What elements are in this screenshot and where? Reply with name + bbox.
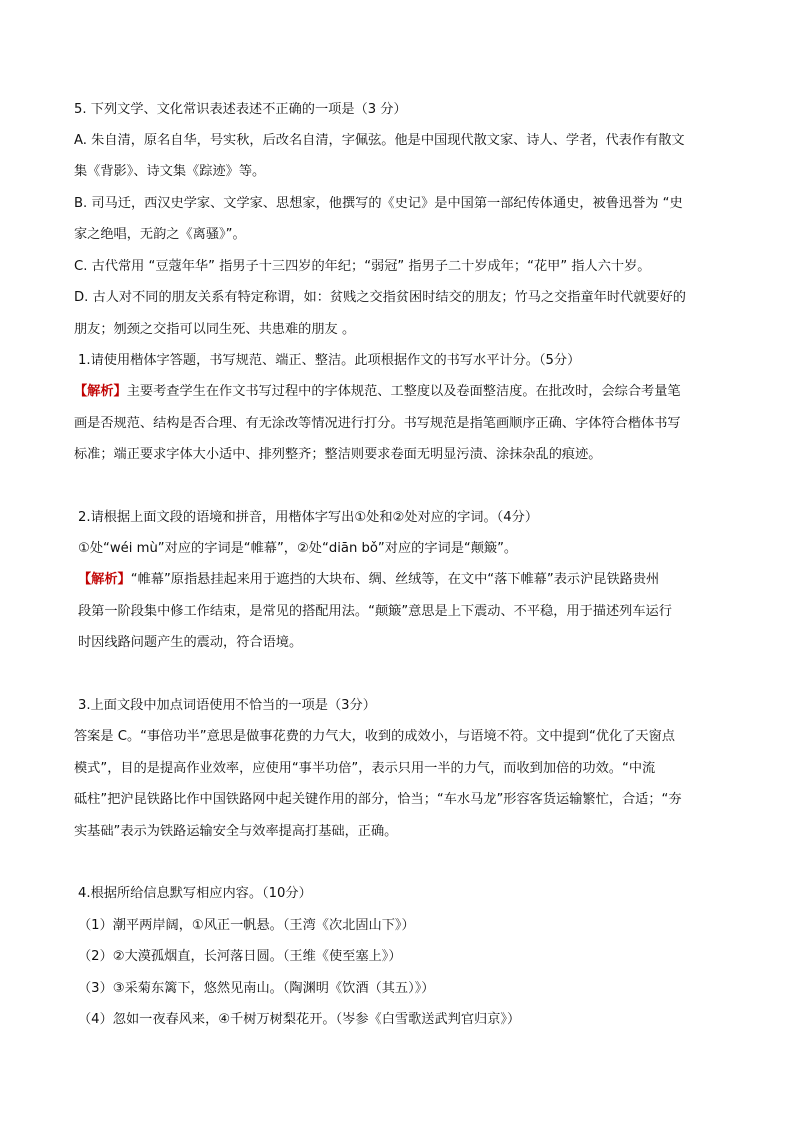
- q5-option-d-line2: 朋友；刎颈之交指可以同生死、共患难的朋友 。: [74, 322, 356, 337]
- a2-analysis-line2: 段第一阶段集中修工作结束，是常见的搭配用法。“颠簸”意思是上下震动、不平稳，用于描述列车运行: [78, 604, 672, 619]
- analysis-tag: 【解析】: [78, 572, 131, 587]
- a2-question: 2.请根据上面文段的语境和拼音，用楷体字写出①处和②处对应的字词。（4分）: [78, 510, 539, 525]
- a4-line3: （3）③采菊东篱下，悠然见南山。（陶渊明《饮酒（其五）》）: [78, 981, 435, 996]
- q5-option-d-line1: D. 古人对不同的朋友关系有特定称谓，如：贫贱之交指贫困时结交的朋友；竹马之交指童年时代就要好的: [74, 290, 686, 305]
- a4-line1: （1）潮平两岸阔，①风正一帆悬。（王湾《次北固山下》）: [78, 918, 415, 933]
- a3-line4: 实基础”表示为铁路运输安全与效率提高打基础，正确。: [74, 824, 398, 839]
- q5-option-b-line1: B. 司马迁，西汉史学家、文学家、思想家，他撰写的《史记》是中国第一部纪传体通史，被鲁迅誉为 “史: [74, 196, 683, 211]
- q5-option-a-line1: A. 朱自清，原名自华，号实秋，后改名自清，字佩弦。他是中国现代散文家、诗人、学者，代表作有散文: [74, 133, 685, 148]
- a1-analysis-line2: 画是否规范、结构是否合理、有无涂改等情况进行打分。书写规范是指笔画顺序正确、字体符合楷体书写: [74, 416, 681, 431]
- a2-analysis-line3: 时因线路问题产生的震动，符合语境。: [78, 635, 303, 650]
- analysis-tag: 【解析】: [74, 384, 127, 399]
- a3-line2: 模式”，目的是提高作业效率，应使用“事半功倍”，表示只用一半的力气，而收到加倍的功效。“中流: [74, 761, 656, 776]
- a2-answer: ①处“wéi mù”对应的字词是“帷幕”，②处“diān bǒ”对应的字词是“颠簸”。: [78, 541, 518, 556]
- a1-analysis-line1: 【解析】主要考查学生在作文书写过程中的字体规范、工整度以及卷面整洁度。在批改时，会综合考量笔: [74, 384, 681, 399]
- a4-question: 4.根据所给信息默写相应内容。（10分）: [78, 886, 312, 901]
- a1-analysis-line3: 标准；端正要求字体大小适中、排列整齐；整洁则要求卷面无明显污渍、涂抹杂乱的痕迹。: [74, 447, 602, 462]
- a3-question: 3.上面文段中加点词语使用不恰当的一项是（3分）: [78, 698, 376, 713]
- q5-question: 5. 下列文学、文化常识表述表述不正确的一项是（3 分）: [74, 102, 407, 117]
- q5-option-b-line2: 家之绝唱，无韵之《离骚》”。: [74, 227, 246, 242]
- q5-option-a-line2: 集《背影》、诗文集《踪迹》等。: [74, 164, 266, 179]
- a1-question: 1.请使用楷体字答题，书写规范、端正、整洁。此项根据作文的书写水平计分。（5分）: [78, 353, 581, 368]
- q5-option-c: C. 古代常用 “豆蔻年华” 指男子十三四岁的年纪；“弱冠” 指男子二十岁成年；“花甲” 指人六十岁。: [74, 259, 651, 274]
- a3-line3: 砥柱”把沪昆铁路比作中国铁路网中起关键作用的部分，恰当；“车水马龙”形容客货运输繁忙，合适；“夯: [74, 792, 682, 807]
- a2-analysis-line1: 【解析】“帷幕”原指悬挂起来用于遮挡的大块布、绸、丝绒等，在文中“落下帷幕”表示沪昆铁路贵州: [78, 572, 660, 587]
- a4-line2: （2）②大漠孤烟直，长河落日圆。（王维《使至塞上》）: [78, 949, 402, 964]
- a4-line4: （4）忽如一夜春风来，④千树万树梨花开。（岑参《白雪歌送武判官归京》）: [78, 1012, 521, 1027]
- a3-line1: 答案是 C。“事倍功半”意思是做事花费的力气大，收到的成效小，与语境不符。文中提到“优化了天窗点: [74, 729, 675, 744]
